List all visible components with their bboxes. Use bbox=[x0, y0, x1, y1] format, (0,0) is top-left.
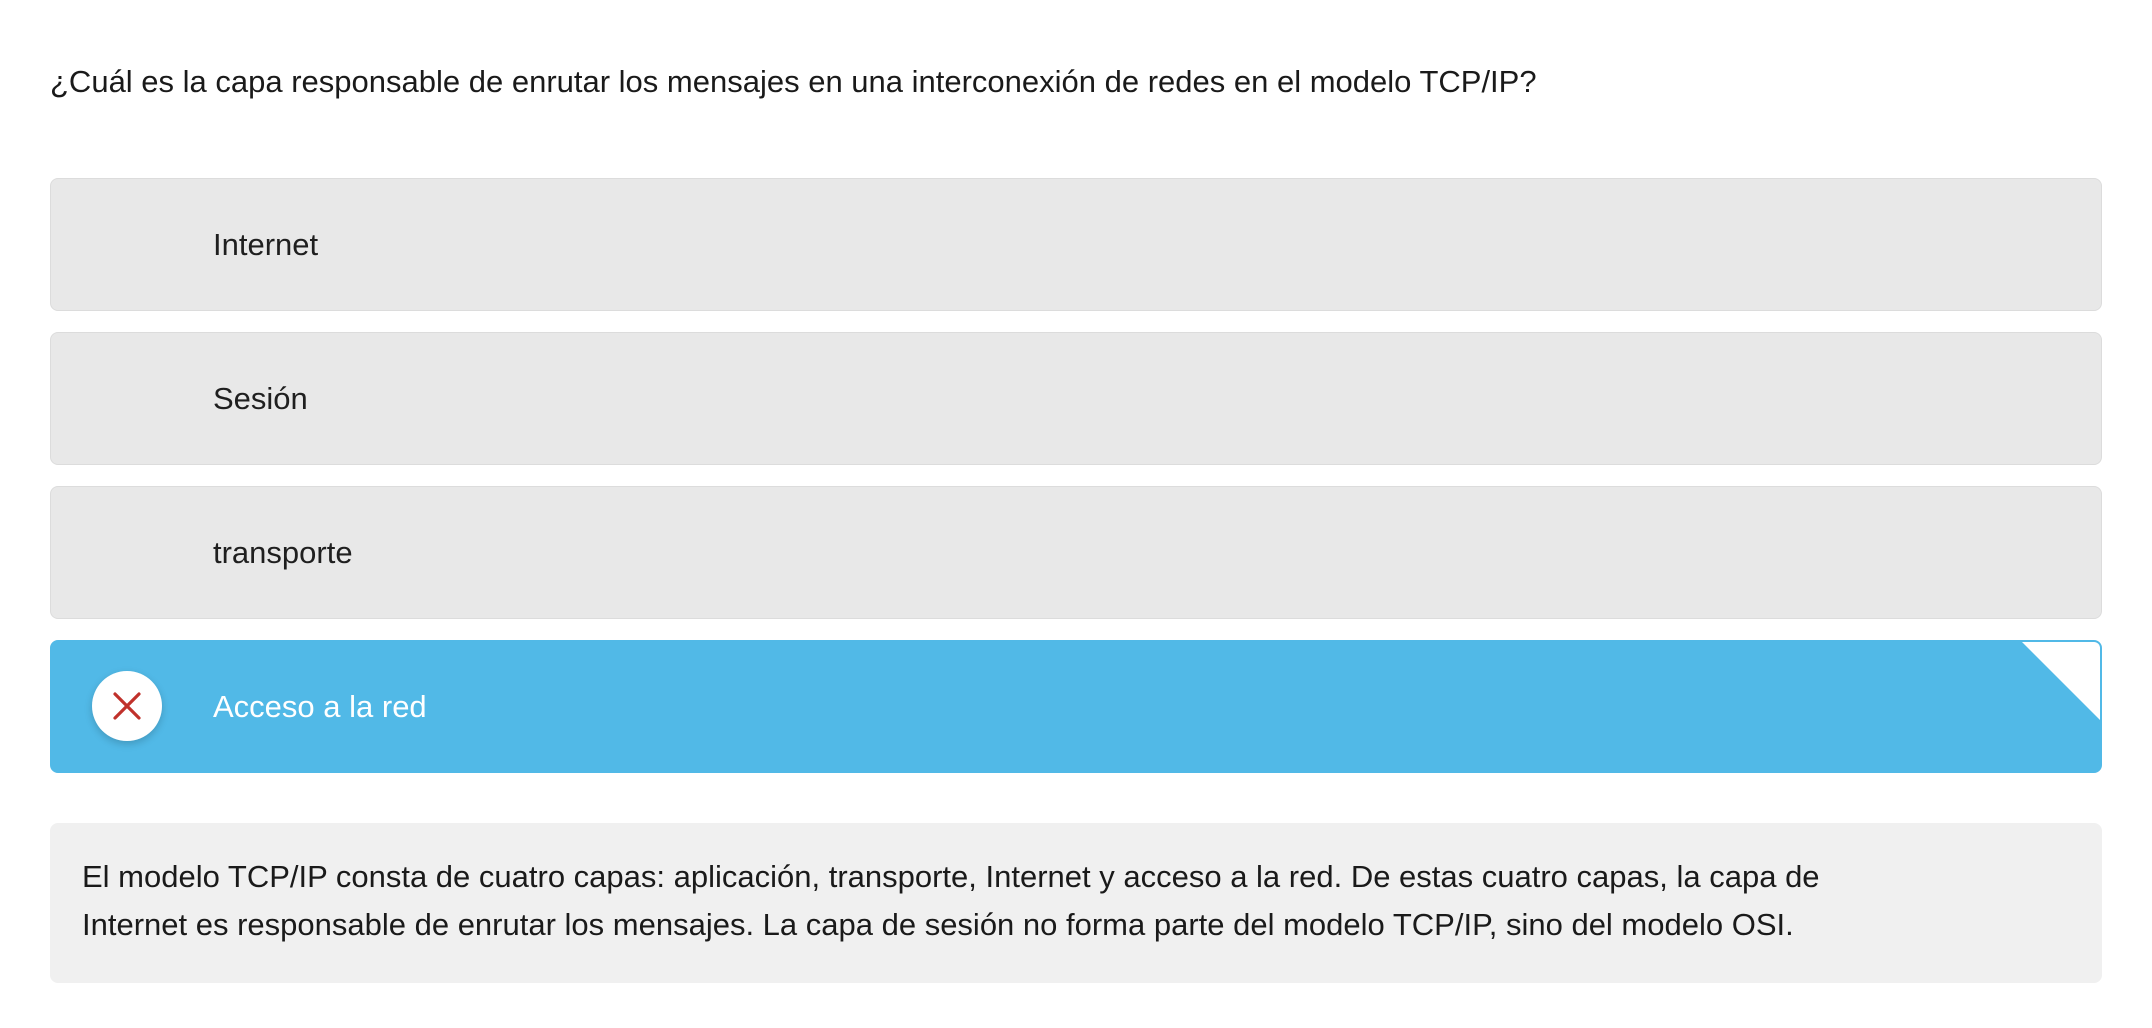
answer-options bbox=[50, 178, 2102, 794]
selected-corner-fold bbox=[2021, 641, 2101, 721]
option-label: Sesión bbox=[213, 381, 308, 416]
feedback-line-1: El modelo TCP/IP consta de cuatro capas: aplicación, transporte, Internet y acceso a la red. De estas cuatro capas, la capa de bbox=[82, 859, 1820, 894]
incorrect-mark bbox=[92, 671, 162, 741]
question-text: ¿Cuál es la capa responsable de enrutar los mensajes en una interconexión de redes en el modelo TCP/IP? bbox=[50, 64, 1537, 99]
option-label: transporte bbox=[213, 535, 353, 570]
option-transporte[interactable] bbox=[50, 486, 2102, 619]
option-sesion[interactable] bbox=[50, 332, 2102, 465]
option-acceso-a-la-red[interactable] bbox=[50, 640, 2102, 773]
option-label: Acceso a la red bbox=[213, 689, 427, 724]
option-internet[interactable] bbox=[50, 178, 2102, 311]
close-icon bbox=[111, 690, 143, 722]
option-label: Internet bbox=[213, 227, 319, 262]
feedback-panel bbox=[50, 823, 2102, 983]
feedback-line-2: Internet es responsable de enrutar los mensajes. La capa de sesión no forma parte del modelo TCP/IP, sino del modelo OSI. bbox=[82, 907, 1794, 942]
